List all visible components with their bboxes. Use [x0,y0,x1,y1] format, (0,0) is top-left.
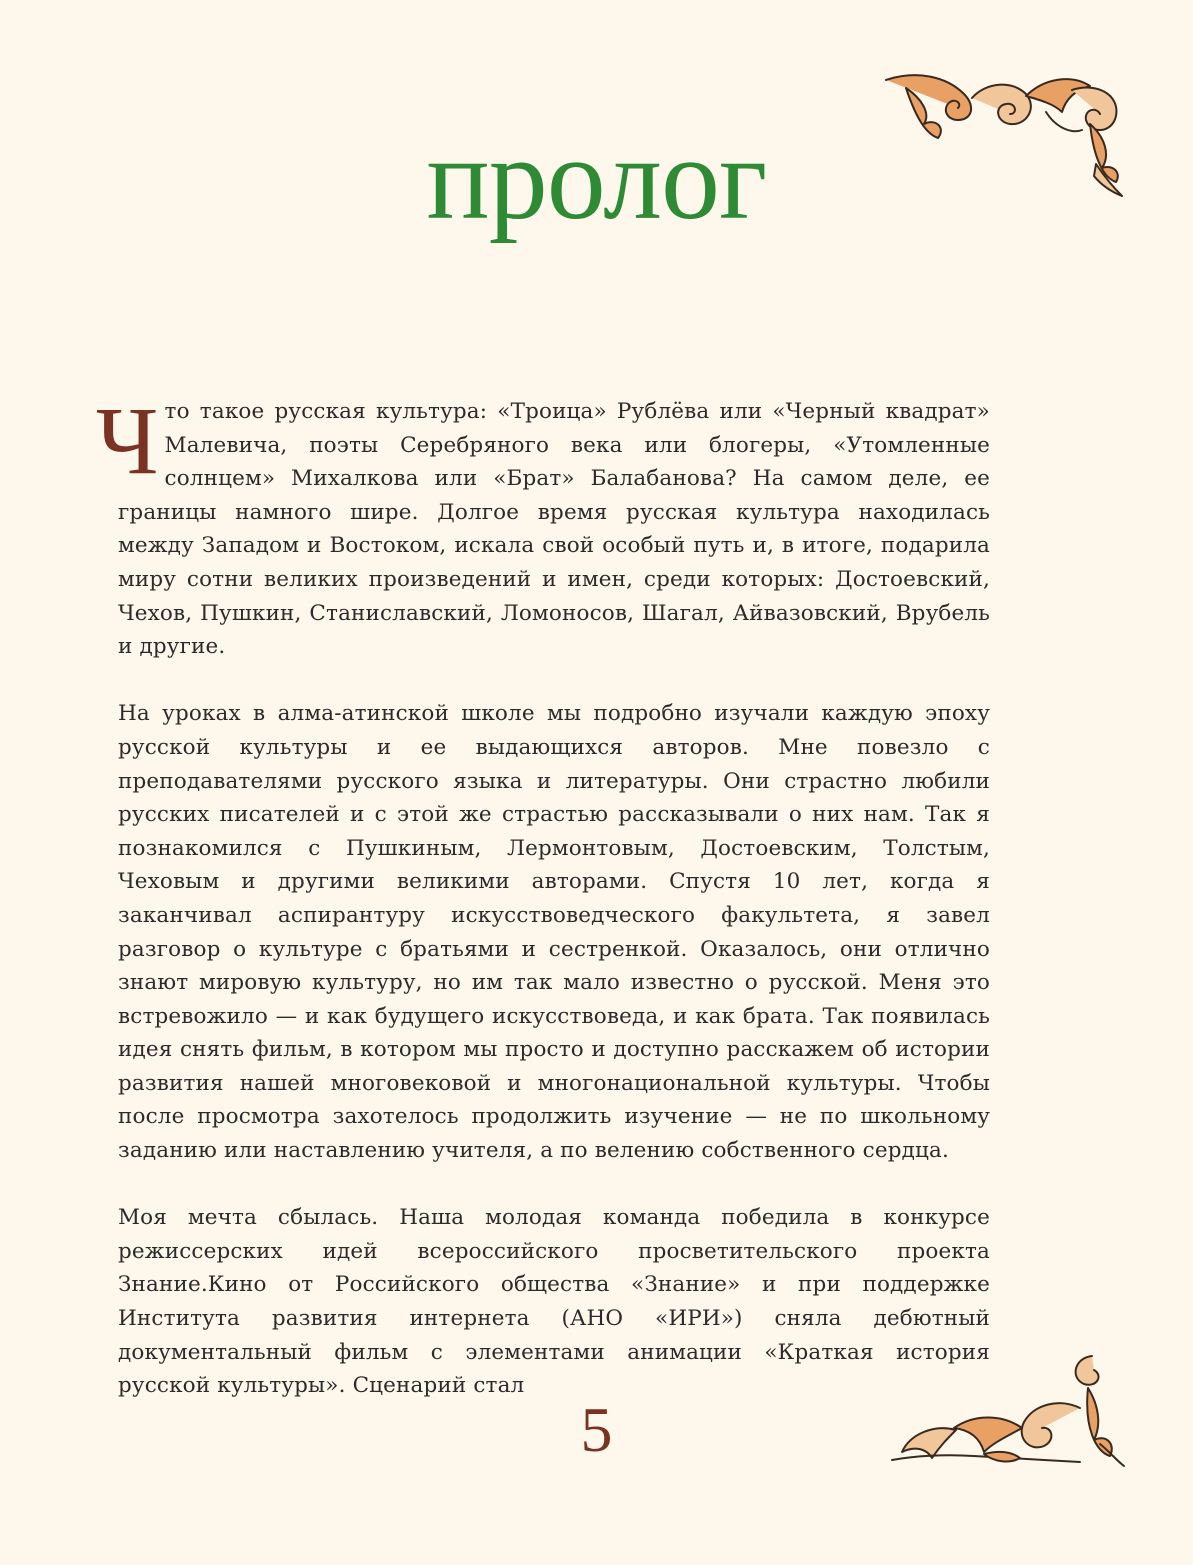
page-number: 5 [580,1394,613,1465]
chapter-title: пролог [426,113,767,244]
drop-cap: Ч [96,387,159,494]
body-text [96,387,990,1436]
paragraph-1 [96,387,990,664]
paragraph-3: Моя мечта сбылась. Наша молодая команда победила в конкурсе режиссерских идей всероссийского просветительского проекта Знание.Кино от Российского общества «Знание» и при поддержке Института развития интернета (АНО «ИРИ») сняла дебютный документальный фильм с элементами анимации «Краткая история русской культуры». Сценарий стал [118,1205,990,1399]
paragraph-1-text: то такое русская культура: «Троица» Рублёва или «Черный квадрат» Малевича, поэты Серебряного века или блогеры, «Утомленные солнцем» Михалкова или «Брат» Балабанова? На самом деле, ее границы намного шире. Долгое время русская культура находилась между Западом и Востоком, искала свой особый путь и, в итоге, подарила миру сотни великих произведений и имен, среди которых: Достоевский, Чехов, Пушкин, Станиславский, Ломоносов, Шагал, Айвазовский, Врубель и другие. [118,399,990,660]
paragraph-2: На уроках в алма-атинской школе мы подробно изучали каждую эпоху русской культуры и ее выдающихся авторов. Мне повезло с преподавателями русского языка и литературы. Они страстно любили русских писателей и с этой же страстью рассказывали о них нам. Так я познакомился с Пушкиным, Лермонтовым, Достоевским, Толстым, Чеховым и другими великими авторами. Спустя 10 лет, когда я заканчивал аспирантуру искусствоведческого факультета, я завел разговор о культуре с братьями и сестренкой. Оказалось, они отлично знают мировую культуру, но им так мало известно о русской. Меня это встревожило — и как будущего искусствоведа, и как брата. Так появилась идея снять фильм, в котором мы просто и доступно расскажем об истории развития нашей многовековой и многонациональной культуры. Чтобы после просмотра захотелось продолжить изучение — не по школьному заданию или наставлению учителя, а по велению собственного сердца. [118,701,990,1164]
corner-flourish-icon [884,1348,1130,1472]
